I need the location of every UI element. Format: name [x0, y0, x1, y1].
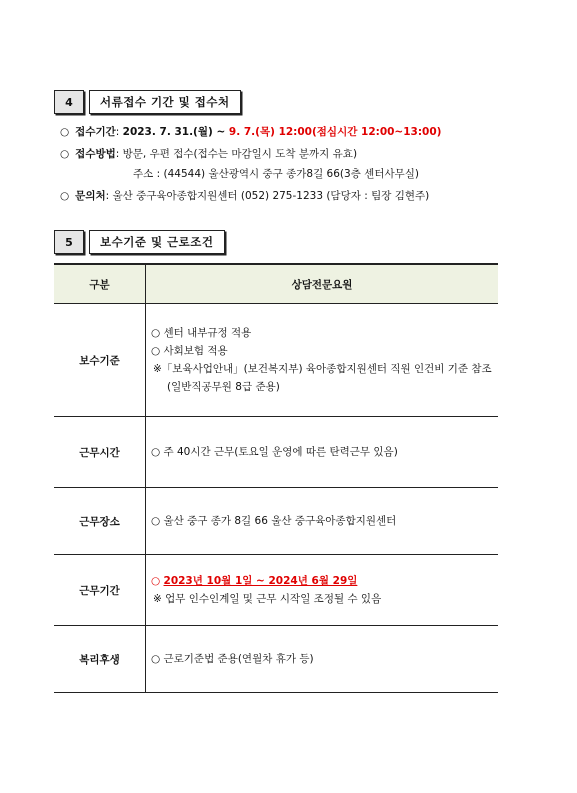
table-row-place — [54, 487, 498, 554]
contact-line — [60, 188, 429, 203]
table-row-term — [54, 554, 498, 625]
table-row-welfare — [54, 625, 498, 692]
method-label: 접수방법 — [75, 148, 116, 160]
row-content — [146, 488, 498, 554]
header-category: 구분 — [54, 265, 146, 303]
address-line: 주소 : (44544) 울산광역시 중구 종가8길 66(3층 센터사무실) — [133, 168, 419, 180]
section-number: 5 — [54, 230, 84, 254]
row-content — [146, 626, 498, 692]
pay-note: ※「보육사업안내」(보건복지부) 육아종합지원센터 직원 인건비 기준 참조 — [153, 363, 492, 375]
header-position: 상담전문요원 — [146, 265, 498, 303]
section-4-heading — [54, 90, 241, 114]
pay-item: ○ 센터 내부규정 적용 — [151, 327, 252, 339]
section-5-heading — [54, 230, 225, 254]
contact-text: : 울산 중구육아종합지원센터 (052) 275-1233 (담당자 : 팀장 김현주) — [105, 190, 430, 202]
row-label: 보수기준 — [54, 304, 146, 416]
pay-item: ○ 사회보험 적용 — [151, 345, 228, 357]
table-row-hours — [54, 416, 498, 487]
period-start: 2023. 7. 31.(월) ~ — [122, 126, 229, 138]
row-content — [146, 555, 498, 625]
pay-note-detail: (일반직공무원 8급 준용) — [167, 381, 280, 393]
term-period: 2023년 10월 1일 ~ 2024년 6월 29일 — [163, 575, 358, 587]
period-label: 접수기간 — [75, 126, 116, 138]
welfare-item: ○ 근로기준법 준용(연월차 휴가 등) — [151, 653, 314, 665]
bullet: ○ — [60, 148, 70, 160]
hours-item: ○ 주 40시간 근무(토요일 운영에 따른 탄력근무 있음) — [151, 446, 398, 458]
method-text: : 방문, 우편 접수(접수는 마감일시 도착 분까지 유효) — [115, 148, 358, 160]
period-line — [60, 124, 441, 139]
term-item — [151, 572, 498, 590]
term-note: ※ 업무 인수인계일 및 근무 시작일 조정될 수 있음 — [153, 593, 382, 605]
bullet: ○ — [60, 190, 70, 202]
period-colon: : — [115, 126, 123, 138]
table-header-row — [54, 265, 498, 303]
table-row-pay — [54, 303, 498, 416]
row-label: 근무시간 — [54, 417, 146, 487]
section-title: 보수기준 및 근로조건 — [89, 230, 225, 254]
bullet: ○ — [60, 126, 70, 138]
row-label: 근무기간 — [54, 555, 146, 625]
method-line — [60, 146, 357, 161]
period-end: 9. 7.(목) 12:00(점심시간 12:00~13:00) — [228, 126, 442, 138]
conditions-table — [54, 263, 498, 693]
place-item: ○ 울산 중구 종가 8길 66 울산 중구육아종합지원센터 — [151, 515, 397, 527]
row-label: 복리후생 — [54, 626, 146, 692]
bullet: ○ — [151, 575, 161, 587]
section-title: 서류접수 기간 및 접수처 — [89, 90, 241, 114]
row-label: 근무장소 — [54, 488, 146, 554]
contact-label: 문의처 — [75, 190, 106, 202]
section-number: 4 — [54, 90, 84, 114]
row-content — [146, 417, 498, 487]
row-content — [146, 304, 498, 416]
